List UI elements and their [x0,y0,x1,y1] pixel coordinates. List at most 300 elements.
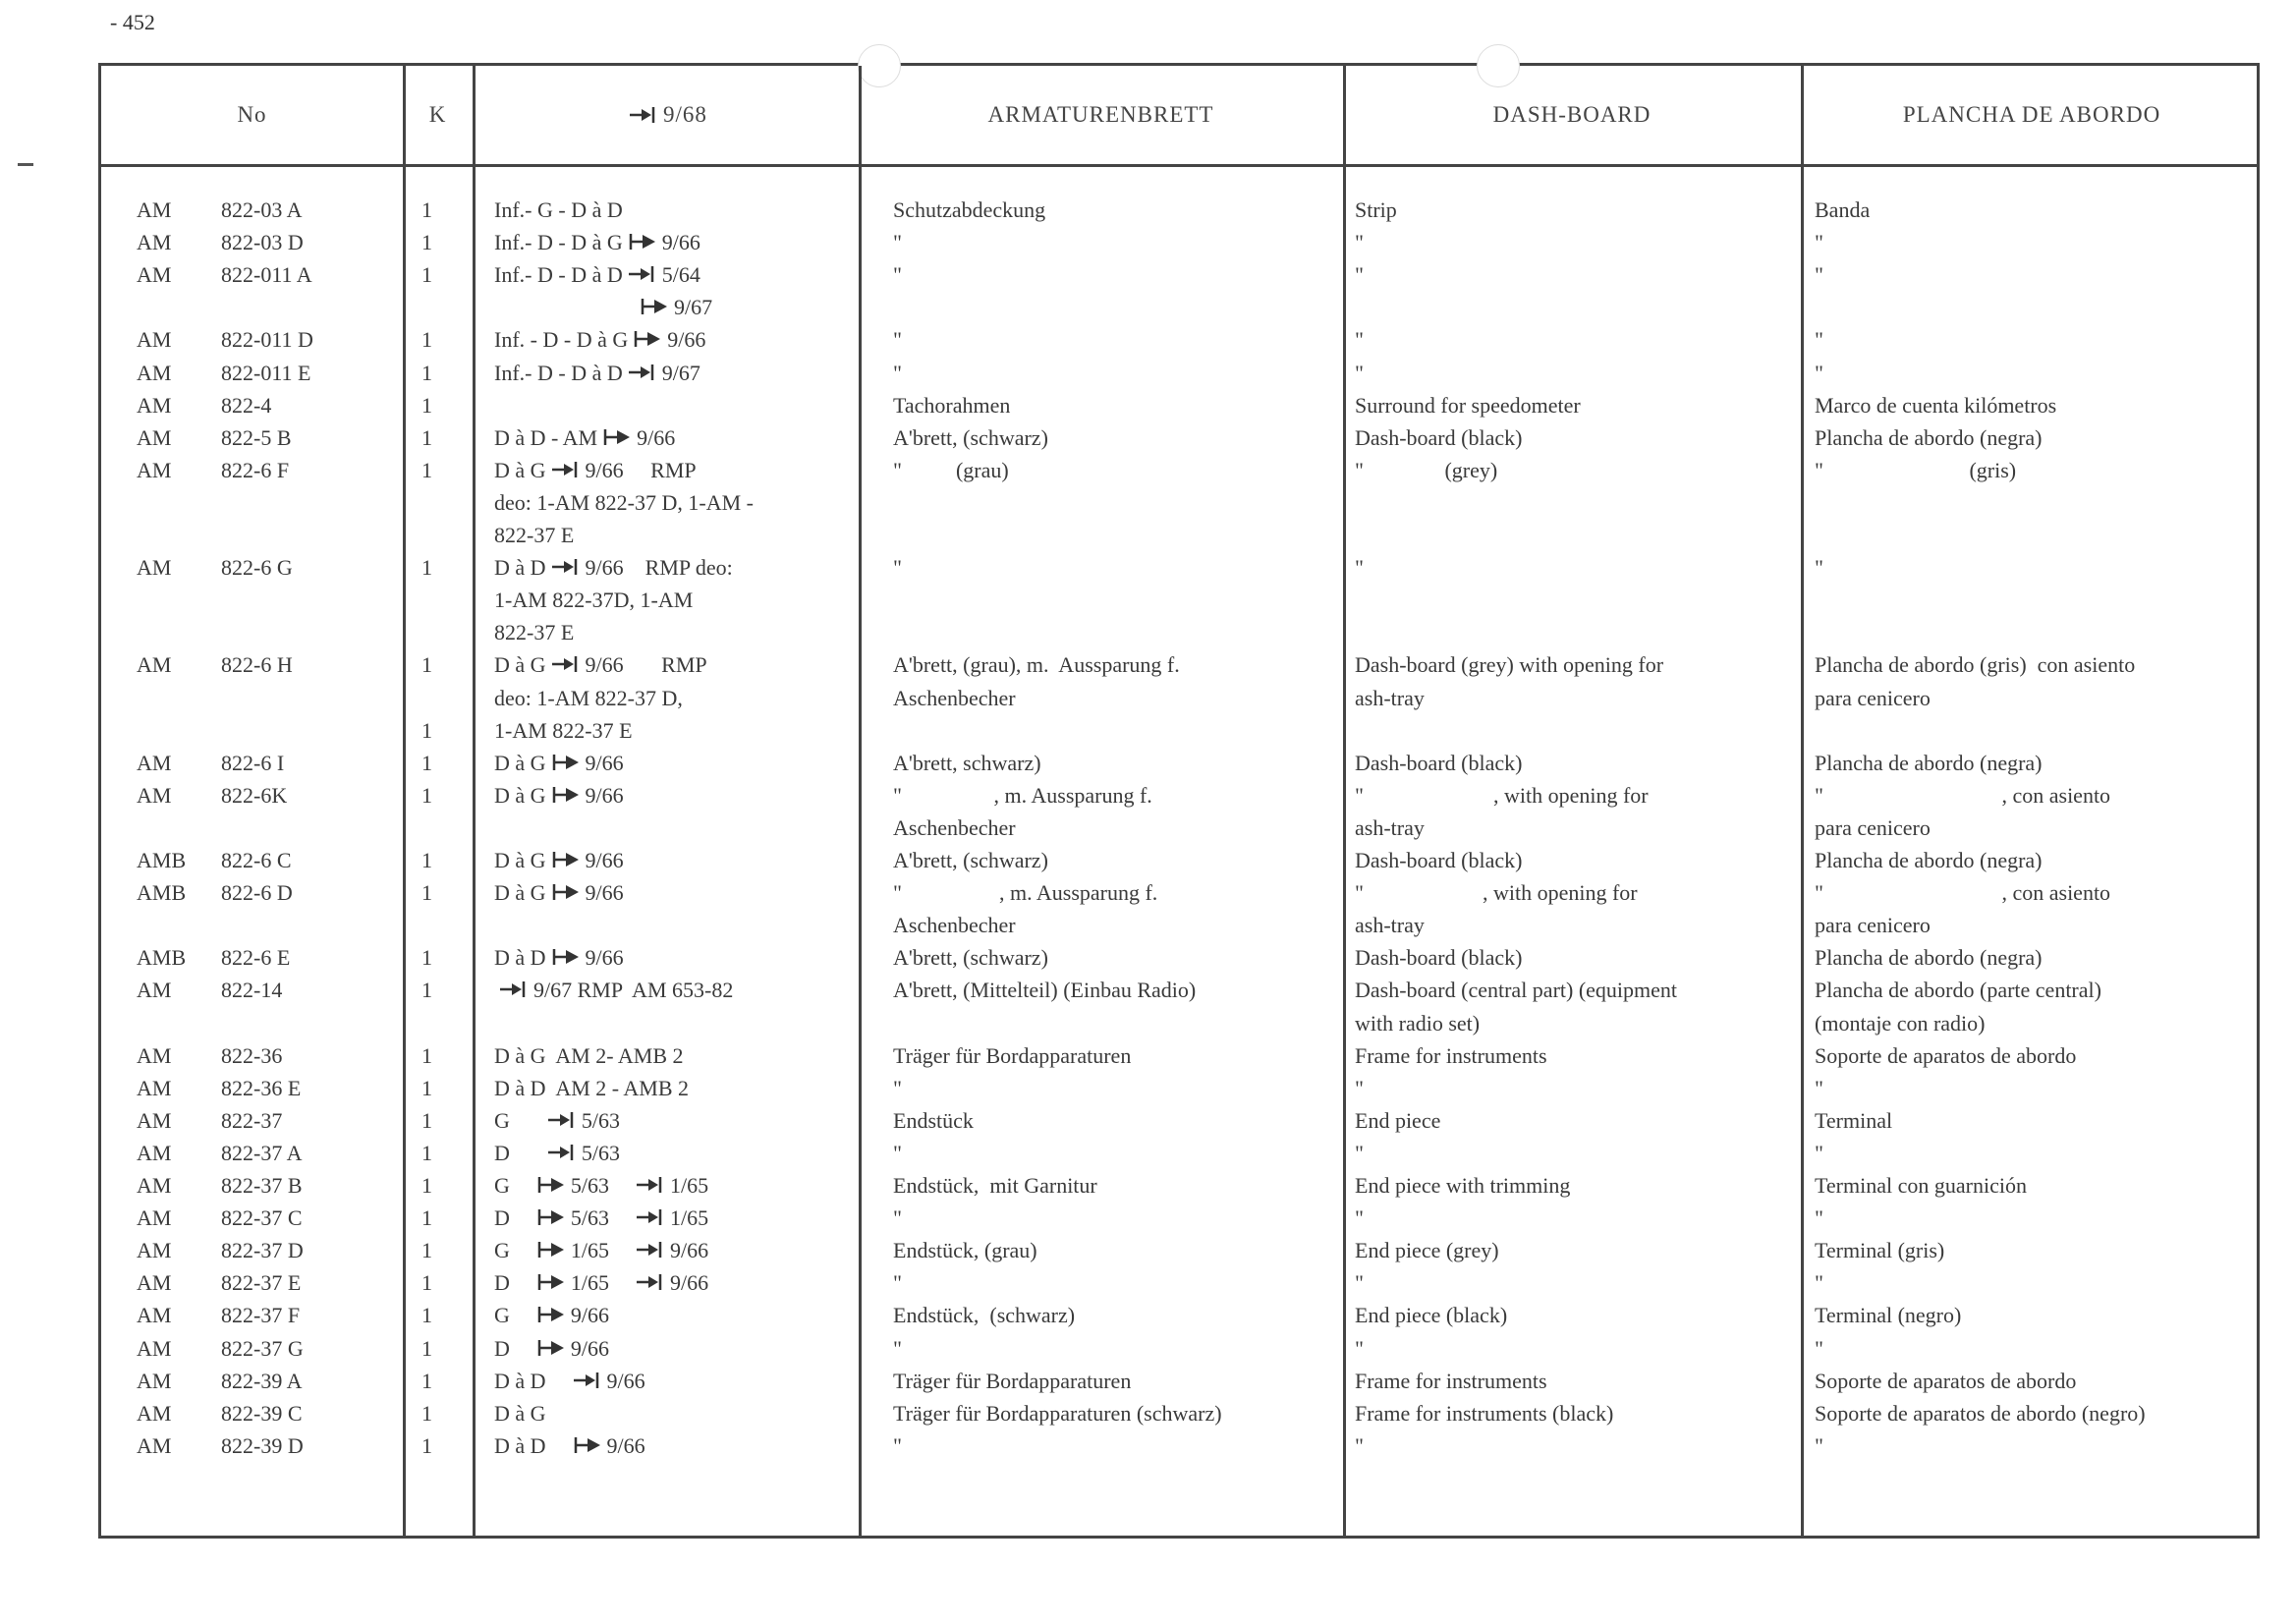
description-spanish: Soporte de aparatos de abordo (negro) [1815,1400,2146,1426]
quantity: 1 [421,1107,432,1133]
applicability-text: 9/66 [570,1335,610,1361]
applicability-text: 5/63 [581,1140,621,1165]
table-row [101,747,2257,779]
bar-to-arrow-icon [552,883,580,901]
applicability [494,357,700,389]
applicability-text: deo: 1-AM 822-37 D, [494,685,683,710]
description-spanish: Terminal con guarnición [1815,1173,2027,1198]
applicability-text: 5/64 [661,262,700,288]
applicability-text: 9/67 [661,360,700,385]
applicability [494,1169,708,1202]
description-german: " , m. Aussparung f. [893,880,1158,906]
applicability-text: Inf.- D - D à G [494,230,623,255]
applicability-text: D à D [494,1432,568,1458]
part-number: 822-37 C [221,1205,303,1231]
arrow-to-bar-icon [548,1144,576,1161]
bar-to-arrow-icon [537,1208,565,1226]
applicability-text: D à G [494,652,546,678]
applicability [494,1299,609,1331]
bar-to-arrow-icon [629,233,656,251]
applicability-text: D à G [494,1400,546,1426]
applicability [494,258,700,291]
part-number: 822-6 C [221,848,292,872]
description-german: " , m. Aussparung f. [893,782,1152,808]
header-german: ARMATURENBRETT [987,102,1214,127]
applicability-text: 1/65 [670,1205,709,1231]
description-english: Dash-board (black) [1355,424,1523,450]
arrow-to-bar-icon [637,1273,664,1291]
description-spanish: Soporte de aparatos de abordo [1815,1368,2077,1393]
description-german: Aschenbecher [893,685,1016,710]
applicability [494,747,624,779]
part-prefix: AM [137,262,172,288]
part-prefix: AMB [137,880,187,906]
part-number: 822-6 G [221,555,293,581]
description-german: Träger für Bordapparaturen [893,1368,1132,1393]
description-german: " [893,1335,902,1361]
applicability [494,454,697,486]
quantity: 1 [421,262,432,288]
table-row [101,1104,2257,1137]
bar-to-arrow-icon [552,948,580,966]
applicability-text: 5/63 [581,1107,621,1133]
quantity: 1 [421,945,432,971]
applicability-text: G [494,1107,542,1133]
description-english: Dash-board (black) [1355,848,1523,872]
applicability [494,1072,689,1104]
part-prefix: AM [137,1335,172,1361]
description-spanish: para cenicero [1815,685,1931,710]
arrow-to-bar-icon [630,106,657,124]
applicability-text: 9/66 [667,327,706,353]
bar-to-arrow-icon [537,1176,565,1194]
table-row [101,1137,2257,1169]
applicability [494,1332,609,1365]
applicability-text: 9/66 [606,1432,645,1458]
arrow-to-bar-icon [548,1111,576,1129]
description-german: Aschenbecher [893,913,1016,938]
description-german: " (grau) [893,457,1009,482]
quantity: 1 [421,230,432,255]
part-number: 822-6 H [221,652,293,678]
description-spanish: " [1815,360,1823,385]
applicability [494,844,624,876]
arrow-to-bar-icon [574,1372,601,1389]
applicability [494,974,733,1006]
part-number: 822-6 D [221,880,293,906]
applicability-text: Inf.- G - D à D [494,197,623,222]
applicability [494,551,733,584]
description-english: Frame for instruments [1355,1042,1547,1068]
applicability-text [494,295,635,319]
table-row [101,779,2257,812]
description-english: " [1355,262,1364,288]
description-german: " [893,1140,902,1165]
part-prefix: AM [137,1205,172,1231]
description-german: " [893,1205,902,1231]
applicability [494,1429,645,1462]
description-english: End piece (black) [1355,1303,1508,1328]
description-german: A'brett, (schwarz) [893,945,1048,971]
applicability-text: D [494,1335,532,1361]
description-english: Frame for instruments (black) [1355,1400,1614,1426]
part-prefix: AM [137,1368,172,1393]
quantity: 1 [421,1368,432,1393]
quantity: 1 [421,1042,432,1068]
part-prefix: AM [137,1303,172,1328]
part-number: 822-6 I [221,750,285,775]
part-prefix: AM [137,750,172,775]
applicability-text: 9/66 [585,782,624,808]
description-german: " [893,1270,902,1296]
quantity: 1 [421,327,432,353]
part-number: 822-03 D [221,230,304,255]
part-number: 822-36 E [221,1075,302,1100]
applicability [494,421,675,454]
applicability [494,1234,708,1266]
part-number: 822-03 A [221,197,303,222]
description-english: " [1355,1335,1364,1361]
applicability [494,194,623,226]
applicability [494,1397,546,1429]
header-english: DASH-BOARD [1492,102,1652,127]
table-row [101,941,2257,974]
table-row [101,909,2257,941]
applicability [494,519,574,551]
table-row [101,714,2257,747]
applicability [494,1202,708,1234]
quantity: 1 [421,1335,432,1361]
part-prefix: AM [137,360,172,385]
description-german: Endstück, mit Garnitur [893,1173,1097,1198]
bar-to-arrow-icon [537,1306,565,1323]
header-separator [101,164,2257,167]
part-number: 822-39 C [221,1400,303,1426]
table-row [101,1397,2257,1429]
description-spanish: " , con asiento [1815,782,2111,808]
part-number: 822-36 [221,1042,283,1068]
part-number: 822-37 B [221,1173,303,1198]
parts-table [98,63,2260,1539]
description-spanish: " [1815,1432,1823,1458]
description-english: End piece with trimming [1355,1173,1571,1198]
part-prefix: AM [137,197,172,222]
applicability-text: D [494,1270,532,1296]
part-number: 822-37 A [221,1140,303,1165]
description-spanish: " [1815,262,1823,288]
quantity: 1 [421,1173,432,1198]
applicability-text: 9/67 [674,295,713,320]
quantity: 1 [421,1075,432,1100]
part-number: 822-5 B [221,424,292,450]
applicability-text: D à G [494,782,546,808]
applicability-text: D à D [494,555,546,581]
table-row [101,1429,2257,1462]
part-prefix: AM [137,652,172,678]
arrow-to-bar-icon [552,655,580,673]
applicability [494,226,700,258]
quantity: 1 [421,978,432,1003]
arrow-to-bar-icon [637,1208,664,1226]
description-spanish: Terminal [1815,1107,1893,1133]
description-english: End piece [1355,1107,1441,1133]
arrow-to-bar-icon [500,980,528,998]
arrow-to-bar-icon [629,265,656,283]
description-german: A'brett, schwarz) [893,750,1041,775]
applicability-text: D à G [494,750,546,775]
description-spanish: para cenicero [1815,913,1931,938]
description-english: " [1355,327,1364,353]
part-prefix: AM [137,327,172,353]
applicability-text: 9/67 RMP AM 653-82 [533,978,734,1003]
part-prefix: AM [137,1270,172,1296]
description-english: " , with opening for [1355,782,1649,808]
applicability [494,584,693,616]
applicability-text: D [494,1205,532,1231]
table-row [101,226,2257,258]
table-row [101,1072,2257,1104]
table-row [101,1365,2257,1397]
description-english: Surround for speedometer [1355,392,1581,418]
quantity: 1 [421,1400,432,1426]
applicability-text: 822-37 E [494,620,575,645]
applicability-text: G [494,1173,532,1198]
applicability-text: D à D [494,1368,568,1393]
part-prefix: AMB [137,848,187,872]
description-english: " [1355,1205,1364,1231]
description-english: Dash-board (grey) with opening for [1355,652,1664,678]
applicability-text: 1/65 [670,1173,709,1198]
quantity: 1 [421,1140,432,1165]
description-spanish: " [1815,1140,1823,1165]
quantity: 1 [421,197,432,222]
table-row [101,1169,2257,1202]
part-number: 822-14 [221,978,283,1003]
part-prefix: AM [137,230,172,255]
quantity: 1 [421,1270,432,1296]
description-english: ash-tray [1355,685,1425,710]
description-spanish: Plancha de abordo (negra) [1815,424,2043,450]
quantity: 1 [421,1205,432,1231]
description-german: Tachorahmen [893,392,1011,418]
applicability-text: D à G [494,457,546,482]
applicability-text: Inf. - D - D à G [494,327,629,353]
arrow-to-bar-icon [552,461,580,478]
description-english: " , with opening for [1355,880,1638,906]
description-german: " [893,1432,902,1458]
part-prefix: AMB [137,945,187,971]
table-row [101,1234,2257,1266]
applicability [494,291,712,323]
bar-to-arrow-icon [552,851,580,868]
description-spanish: Plancha de abordo (gris) con asiento [1815,652,2136,678]
part-number: 822-4 [221,392,272,418]
applicability-text: D à D - AM [494,424,598,450]
bar-to-arrow-icon [537,1339,565,1357]
description-german: " [893,327,902,353]
quantity: 1 [421,457,432,482]
applicability-text: 9/66 RMP deo: [585,555,733,581]
bar-to-arrow-icon [552,754,580,771]
applicability-text: D à D AM 2 - AMB 2 [494,1075,690,1100]
part-number: 822-6 F [221,457,290,482]
part-prefix: AM [137,392,172,418]
table-row [101,844,2257,876]
part-number: 822-37 G [221,1335,304,1361]
bar-to-arrow-icon [552,786,580,804]
part-prefix: AM [137,1140,172,1165]
applicability [494,1365,645,1397]
quantity: 1 [421,782,432,808]
description-english: ash-tray [1355,913,1425,938]
bar-to-arrow-icon [537,1241,565,1259]
table-row [101,1039,2257,1072]
quantity: 1 [421,652,432,678]
description-spanish: " [1815,1335,1823,1361]
applicability [494,323,705,356]
description-spanish: (montaje con radio) [1815,1010,1986,1036]
table-row [101,323,2257,356]
part-prefix: AM [137,1400,172,1426]
table-row [101,1007,2257,1039]
quantity: 1 [421,392,432,418]
part-prefix: AM [137,1107,172,1133]
applicability-text: deo: 1-AM 822-37 D, 1-AM - [494,489,754,515]
applicability-text: D à D [494,945,546,971]
table-row [101,974,2257,1006]
applicability-text: 9/66 [661,230,700,255]
part-number: 822-011 E [221,360,311,385]
applicability-text: 9/66 RMP [585,652,707,678]
description-spanish: para cenicero [1815,814,1931,840]
applicability [494,1266,708,1299]
applicability-text: 9/66 [585,848,624,872]
applicability-text: 9/66 [570,1303,610,1328]
description-spanish: " [1815,1270,1823,1296]
applicability [494,941,624,974]
description-german: Träger für Bordapparaturen [893,1042,1132,1068]
description-german: Endstück [893,1107,974,1133]
bar-to-arrow-icon [641,298,668,315]
applicability-text: G [494,1238,532,1263]
description-english: " [1355,1270,1364,1296]
description-english: " [1355,1140,1364,1165]
description-german: Endstück, (grau) [893,1238,1037,1263]
description-english: with radio set) [1355,1010,1481,1036]
quantity: 1 [421,750,432,775]
description-spanish: Banda [1815,197,1871,222]
table-row [101,389,2257,421]
applicability [494,1104,620,1137]
applicability [494,876,624,909]
description-spanish: " , con asiento [1815,880,2111,906]
quantity: 1 [421,555,432,581]
applicability-text: Inf.- D - D à D [494,360,623,385]
applicability-text: 9/66 [606,1368,645,1393]
table-row [101,876,2257,909]
applicability-text: 1/65 [570,1238,632,1263]
header-no: No [237,102,267,127]
table-row [101,616,2257,648]
description-english: Strip [1355,197,1397,222]
table-row [101,194,2257,226]
description-spanish: Plancha de abordo (parte central) [1815,978,2101,1003]
description-german: A'brett, (schwarz) [893,848,1048,872]
description-german: A'brett, (grau), m. Aussparung f. [893,652,1180,678]
arrow-to-bar-icon [629,364,656,381]
part-prefix: AM [137,978,172,1003]
description-german: " [893,360,902,385]
applicability-text: 9/66 [585,880,624,906]
applicability-text: D [494,1140,542,1165]
part-number: 822-6K [221,782,288,808]
part-prefix: AM [137,1042,172,1068]
header-applicability-date: 9/68 [663,102,707,127]
table-row [101,357,2257,389]
table-row [101,486,2257,519]
applicability [494,1039,684,1072]
part-number: 822-39 A [221,1368,303,1393]
description-german: A'brett, (Mittelteil) (Einbau Radio) [893,978,1197,1003]
description-spanish: " [1815,327,1823,353]
applicability-text: G [494,1303,532,1328]
header-applicability [473,66,859,164]
description-english: Dash-board (black) [1355,945,1523,971]
table-row [101,519,2257,551]
applicability [494,682,683,714]
bar-to-arrow-icon [603,428,631,446]
part-number: 822-6 E [221,945,291,971]
quantity: 1 [421,1238,432,1263]
description-german: Endstück, (schwarz) [893,1303,1076,1328]
quantity: 1 [421,424,432,450]
arrow-to-bar-icon [552,558,580,576]
bar-to-arrow-icon [574,1436,601,1454]
applicability-text: 9/66 [585,945,624,971]
description-spanish: Plancha de abordo (negra) [1815,945,2043,971]
quantity: 1 [421,717,432,743]
description-english: Dash-board (black) [1355,750,1523,775]
description-english: " [1355,1075,1364,1100]
header-k: K [428,102,447,127]
part-prefix: AM [137,457,172,482]
applicability-text: 822-37 E [494,523,575,547]
applicability-text: 9/66 RMP [585,457,697,482]
applicability-text: 9/66 [585,750,624,775]
part-number: 822-37 D [221,1238,304,1263]
part-number: 822-011 D [221,327,313,353]
description-english: " [1355,1432,1364,1458]
description-english: Frame for instruments [1355,1368,1547,1393]
applicability-text: 1/65 [570,1270,632,1296]
description-german: " [893,230,902,255]
description-english: " (grey) [1355,457,1498,482]
page-number: - 452 [110,10,155,34]
part-prefix: AM [137,424,172,450]
description-spanish: Terminal (gris) [1815,1238,1945,1263]
part-prefix: AM [137,1173,172,1198]
applicability-text: 5/63 [570,1205,632,1231]
part-prefix: AM [137,1075,172,1100]
bar-to-arrow-icon [634,330,661,348]
table-row [101,421,2257,454]
description-spanish: Marco de cuenta kilómetros [1815,392,2057,418]
scan-margin-mark [18,163,33,166]
quantity: 1 [421,360,432,385]
applicability [494,616,574,648]
part-prefix: AM [137,782,172,808]
applicability-text: Inf.- D - D à D [494,262,623,288]
